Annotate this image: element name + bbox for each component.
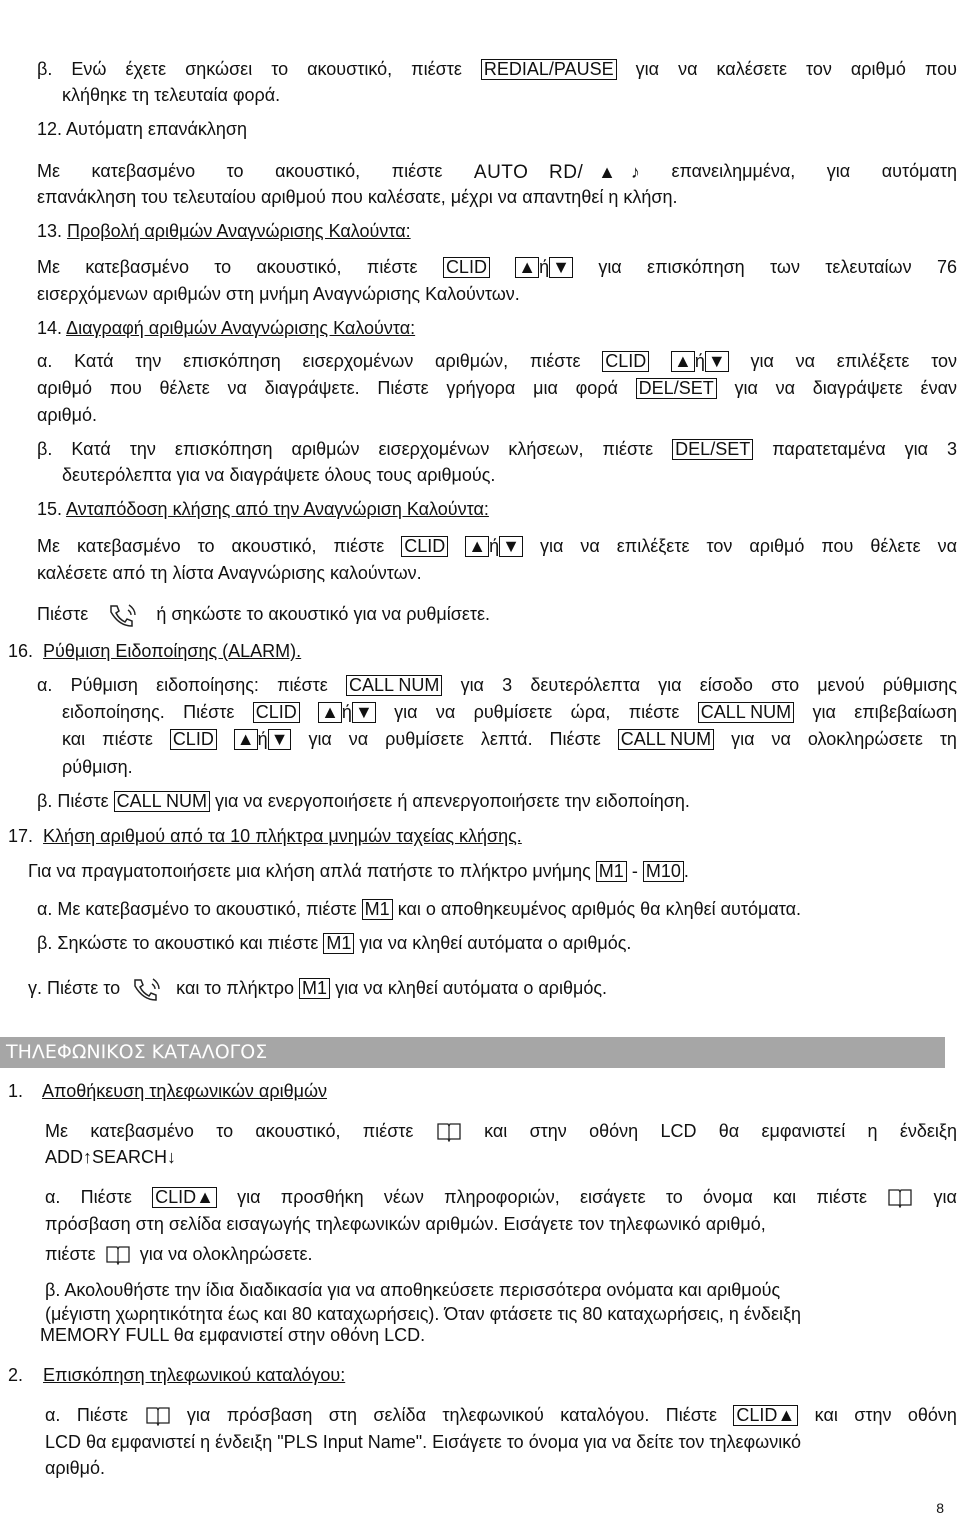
phonebook-icon: [105, 1245, 131, 1265]
s16-a-line2: ειδοποίησης. Πιέστε CLID ▲ ή ▼ για να ρυθμίσετε ώρα, πιέστε CALL NUM για επιβεβαίωση: [62, 702, 957, 722]
del-set-key: DEL/SET: [672, 439, 753, 460]
m1-key: M1: [299, 978, 330, 999]
s15-line1: Με κατεβασμένο το ακουστικό, πιέστε CLID ▲ ή ▼ για να επιλέξετε τον αριθμό που θέλετε να: [37, 536, 957, 556]
clid-up-key: CLID▲: [152, 1187, 217, 1208]
clid-key: CLID: [401, 536, 448, 557]
m1-key: M1: [596, 861, 627, 882]
down-arrow-icon: ▼: [268, 729, 292, 750]
down-arrow-icon: ▼: [352, 702, 376, 723]
p2-a-line3: αριθμό.: [45, 1458, 106, 1478]
s13-line2: εισερχόμενων αριθμών στη μνήμη Αναγνώρισης Καλούντων.: [37, 284, 520, 304]
s14-a-line1: α. Κατά την επισκόπηση εισερχομένων αριθμών, πιέστε CLID ▲ ή ▼ για να επιλέξετε τον: [37, 351, 957, 371]
p1-line2: ADD↑SEARCH↓: [45, 1147, 177, 1167]
s17-title: 17. Κλήση αριθμού από τα 10 πλήκτρα μνημών ταχείας κλήσης.: [8, 826, 522, 846]
s17-b-line: β. Σηκώστε το ακουστικό και πιέστε M1 για να κληθεί αυτόματα ο αριθμός.: [37, 933, 632, 953]
phonebook-icon: [887, 1188, 913, 1208]
redial-pause-key: REDIAL/PAUSE: [481, 59, 617, 80]
up-arrow-icon: ▲: [318, 702, 342, 723]
p2-a-line2: LCD θα εμφανιστεί η ένδειξη "PLS Input Name". Εισάγετε το όνομα για να δείτε τον τηλεφωνικό: [45, 1432, 802, 1452]
s17-c-line: γ. Πιέστε το και το πλήκτρο M1 για να κληθεί αυτόματα ο αριθμός.: [28, 976, 607, 1002]
s12-title: 12. Αυτόματη επανάκληση: [37, 119, 248, 139]
m1-key: M1: [362, 899, 393, 920]
up-arrow-icon: ▲: [671, 351, 695, 372]
m10-key: M10: [643, 861, 684, 882]
phonebook-icon: [436, 1122, 462, 1142]
speaker-icon: ▲: [583, 161, 631, 182]
call-num-key: CALL NUM: [114, 791, 210, 812]
arrow-up-icon: ↑: [83, 1147, 93, 1167]
s15-line3: Πιέστε ή σηκώστε το ακουστικό για να ρυθμίσετε.: [37, 602, 490, 628]
p2-title: 2. Επισκόπηση τηλεφωνικού καταλόγου:: [8, 1365, 346, 1385]
up-arrow-icon: ▲: [777, 1405, 796, 1425]
auto-redial-button-graphic: AUTO RD/▲♪: [473, 161, 640, 183]
s13-line1: Με κατεβασμένο το ακουστικό, πιέστε CLID ▲ ή ▼ για επισκόπηση των τελευταίων 76: [37, 257, 957, 277]
s15-title: 15. Ανταπόδοση κλήσης από την Αναγνώριση Καλούντα:: [37, 499, 489, 519]
s14-a-line3: αριθμό.: [37, 405, 98, 425]
clid-key: CLID: [602, 351, 649, 372]
p1-title: 1. Αποθήκευση τηλεφωνικών αριθμών: [8, 1081, 328, 1101]
handset-talk-icon: [107, 602, 141, 628]
s14-a-line2: αριθμό που θέλετε να διαγράψετε. Πιέστε γρήγορα μια φορά DEL/SET για να διαγράψετε έναν: [37, 378, 957, 398]
s16-b-line: β. Πιέστε CALL NUM για να ενεργοποιήσετε ή απενεργοποιήσετε την ειδοποίηση.: [37, 791, 690, 811]
s15-line2: καλέσετε από τη λίστα Αναγνώρισης καλούντων.: [37, 563, 422, 583]
p1-a-line2: πρόσβαση στη σελίδα εισαγωγής τηλεφωνικών αριθμών. Εισάγετε τον τηλεφωνικό αριθμό,: [45, 1214, 766, 1234]
s13-title: 13. Προβολή αριθμών Αναγνώρισης Καλούντα:: [37, 221, 411, 241]
s16-title: 16. Ρύθμιση Ειδοποίησης (ALARM).: [8, 641, 302, 661]
m1-key: M1: [323, 933, 354, 954]
del-set-key: DEL/SET: [636, 378, 717, 399]
call-num-key: CALL NUM: [618, 729, 714, 750]
music-note-icon: ♪: [630, 161, 640, 182]
s12-line1: Με κατεβασμένο το ακουστικό, πιέστε AUTO RD/▲♪ επανειλημμένα, για αυτόματη: [37, 161, 957, 183]
clid-key: CLID: [170, 729, 217, 750]
clid-key: CLID: [253, 702, 300, 723]
down-arrow-icon: ▼: [499, 536, 523, 557]
s16-a-line3: και πιέστε CLID ▲ ή ▼ για να ρυθμίσετε λεπτά. Πιέστε CALL NUM για να ολοκληρώσετε τη: [62, 729, 957, 749]
up-arrow-icon: ▲: [465, 536, 489, 557]
p1-b-line3: MEMORY FULL θα εμφανιστεί στην οθόνη LCD.: [40, 1325, 426, 1345]
s14-b-line2: δευτερόλεπτα για να διαγράψετε όλους τους αριθμούς.: [62, 465, 496, 485]
clid-key: CLID: [443, 257, 490, 278]
s16-a-line1: α. Ρύθμιση ειδοποίησης: πιέστε CALL NUM για 3 δευτερόλεπτα για είσοδο στο μενού ρύθμισης: [37, 675, 957, 695]
p1-a-line1: α. Πιέστε CLID▲ για προσθήκη νέων πληροφοριών, εισάγετε το όνομα και πιέστε για: [45, 1187, 957, 1207]
page-number: 8: [936, 1500, 944, 1516]
call-num-key: CALL NUM: [346, 675, 442, 696]
p1-b-line2: (μέγιστη χωρητικότητα έως και 80 καταχωρήσεις). Όταν φτάσετε τις 80 καταχωρήσεις, η ένδειξη: [45, 1304, 802, 1324]
s11b-line1: β. Ενώ έχετε σηκώσει το ακουστικό, πιέστε REDIAL/PAUSE για να καλέσετε τον αριθμό που: [37, 59, 957, 79]
phonebook-icon: [145, 1406, 171, 1426]
p1-a-line3: πιέστε για να ολοκληρώσετε.: [45, 1244, 313, 1264]
p1-b-line1: β. Ακολουθήστε την ίδια διαδικασία για να αποθηκεύσετε περισσότερα ονόματα και αριθμούς: [45, 1280, 781, 1300]
s16-a-line4: ρύθμιση.: [62, 757, 133, 777]
s17-a-line: α. Με κατεβασμένο το ακουστικό, πιέστε M1 και ο αποθηκευμένος αριθμός θα κληθεί αυτόματα.: [37, 899, 802, 919]
up-arrow-icon: ▲: [515, 257, 539, 278]
clid-up-key: CLID▲: [733, 1405, 798, 1426]
s11b-line2: κλήθηκε τη τελευταία φορά.: [62, 85, 281, 105]
up-arrow-icon: ▲: [234, 729, 258, 750]
p2-a-line1: α. Πιέστε για πρόσβαση στη σελίδα τηλεφωνικού καταλόγου. Πιέστε CLID▲ και στην οθόνη: [45, 1405, 957, 1425]
s14-b-line1: β. Κατά την επισκόπηση αριθμών εισερχομένων κλήσεων, πιέστε DEL/SET παρατεταμένα για 3: [37, 439, 957, 459]
call-num-key: CALL NUM: [698, 702, 794, 723]
up-arrow-icon: ▲: [196, 1187, 214, 1207]
arrow-down-icon: ↓: [167, 1147, 177, 1167]
section-header-phonebook: ΤΗΛΕΦΩΝΙΚΟΣ ΚΑΤΑΛΟΓΟΣ: [0, 1037, 945, 1068]
s12-line2: επανάκληση του τελευταίου αριθμού που καλέσατε, μέχρι να απαντηθεί η κλήση.: [37, 187, 678, 207]
s17-intro: Για να πραγματοποιήσετε μια κλήση απλά πατήστε το πλήκτρο μνήμης M1 - M10 .: [28, 861, 689, 881]
p1-line1: Με κατεβασμένο το ακουστικό, πιέστε και στην οθόνη LCD θα εμφανιστεί η ένδειξη: [45, 1121, 957, 1141]
s14-title: 14. Διαγραφή αριθμών Αναγνώρισης Καλούντα:: [37, 318, 416, 338]
down-arrow-icon: ▼: [705, 351, 729, 372]
down-arrow-icon: ▼: [549, 257, 573, 278]
handset-talk-icon: [131, 976, 165, 1002]
